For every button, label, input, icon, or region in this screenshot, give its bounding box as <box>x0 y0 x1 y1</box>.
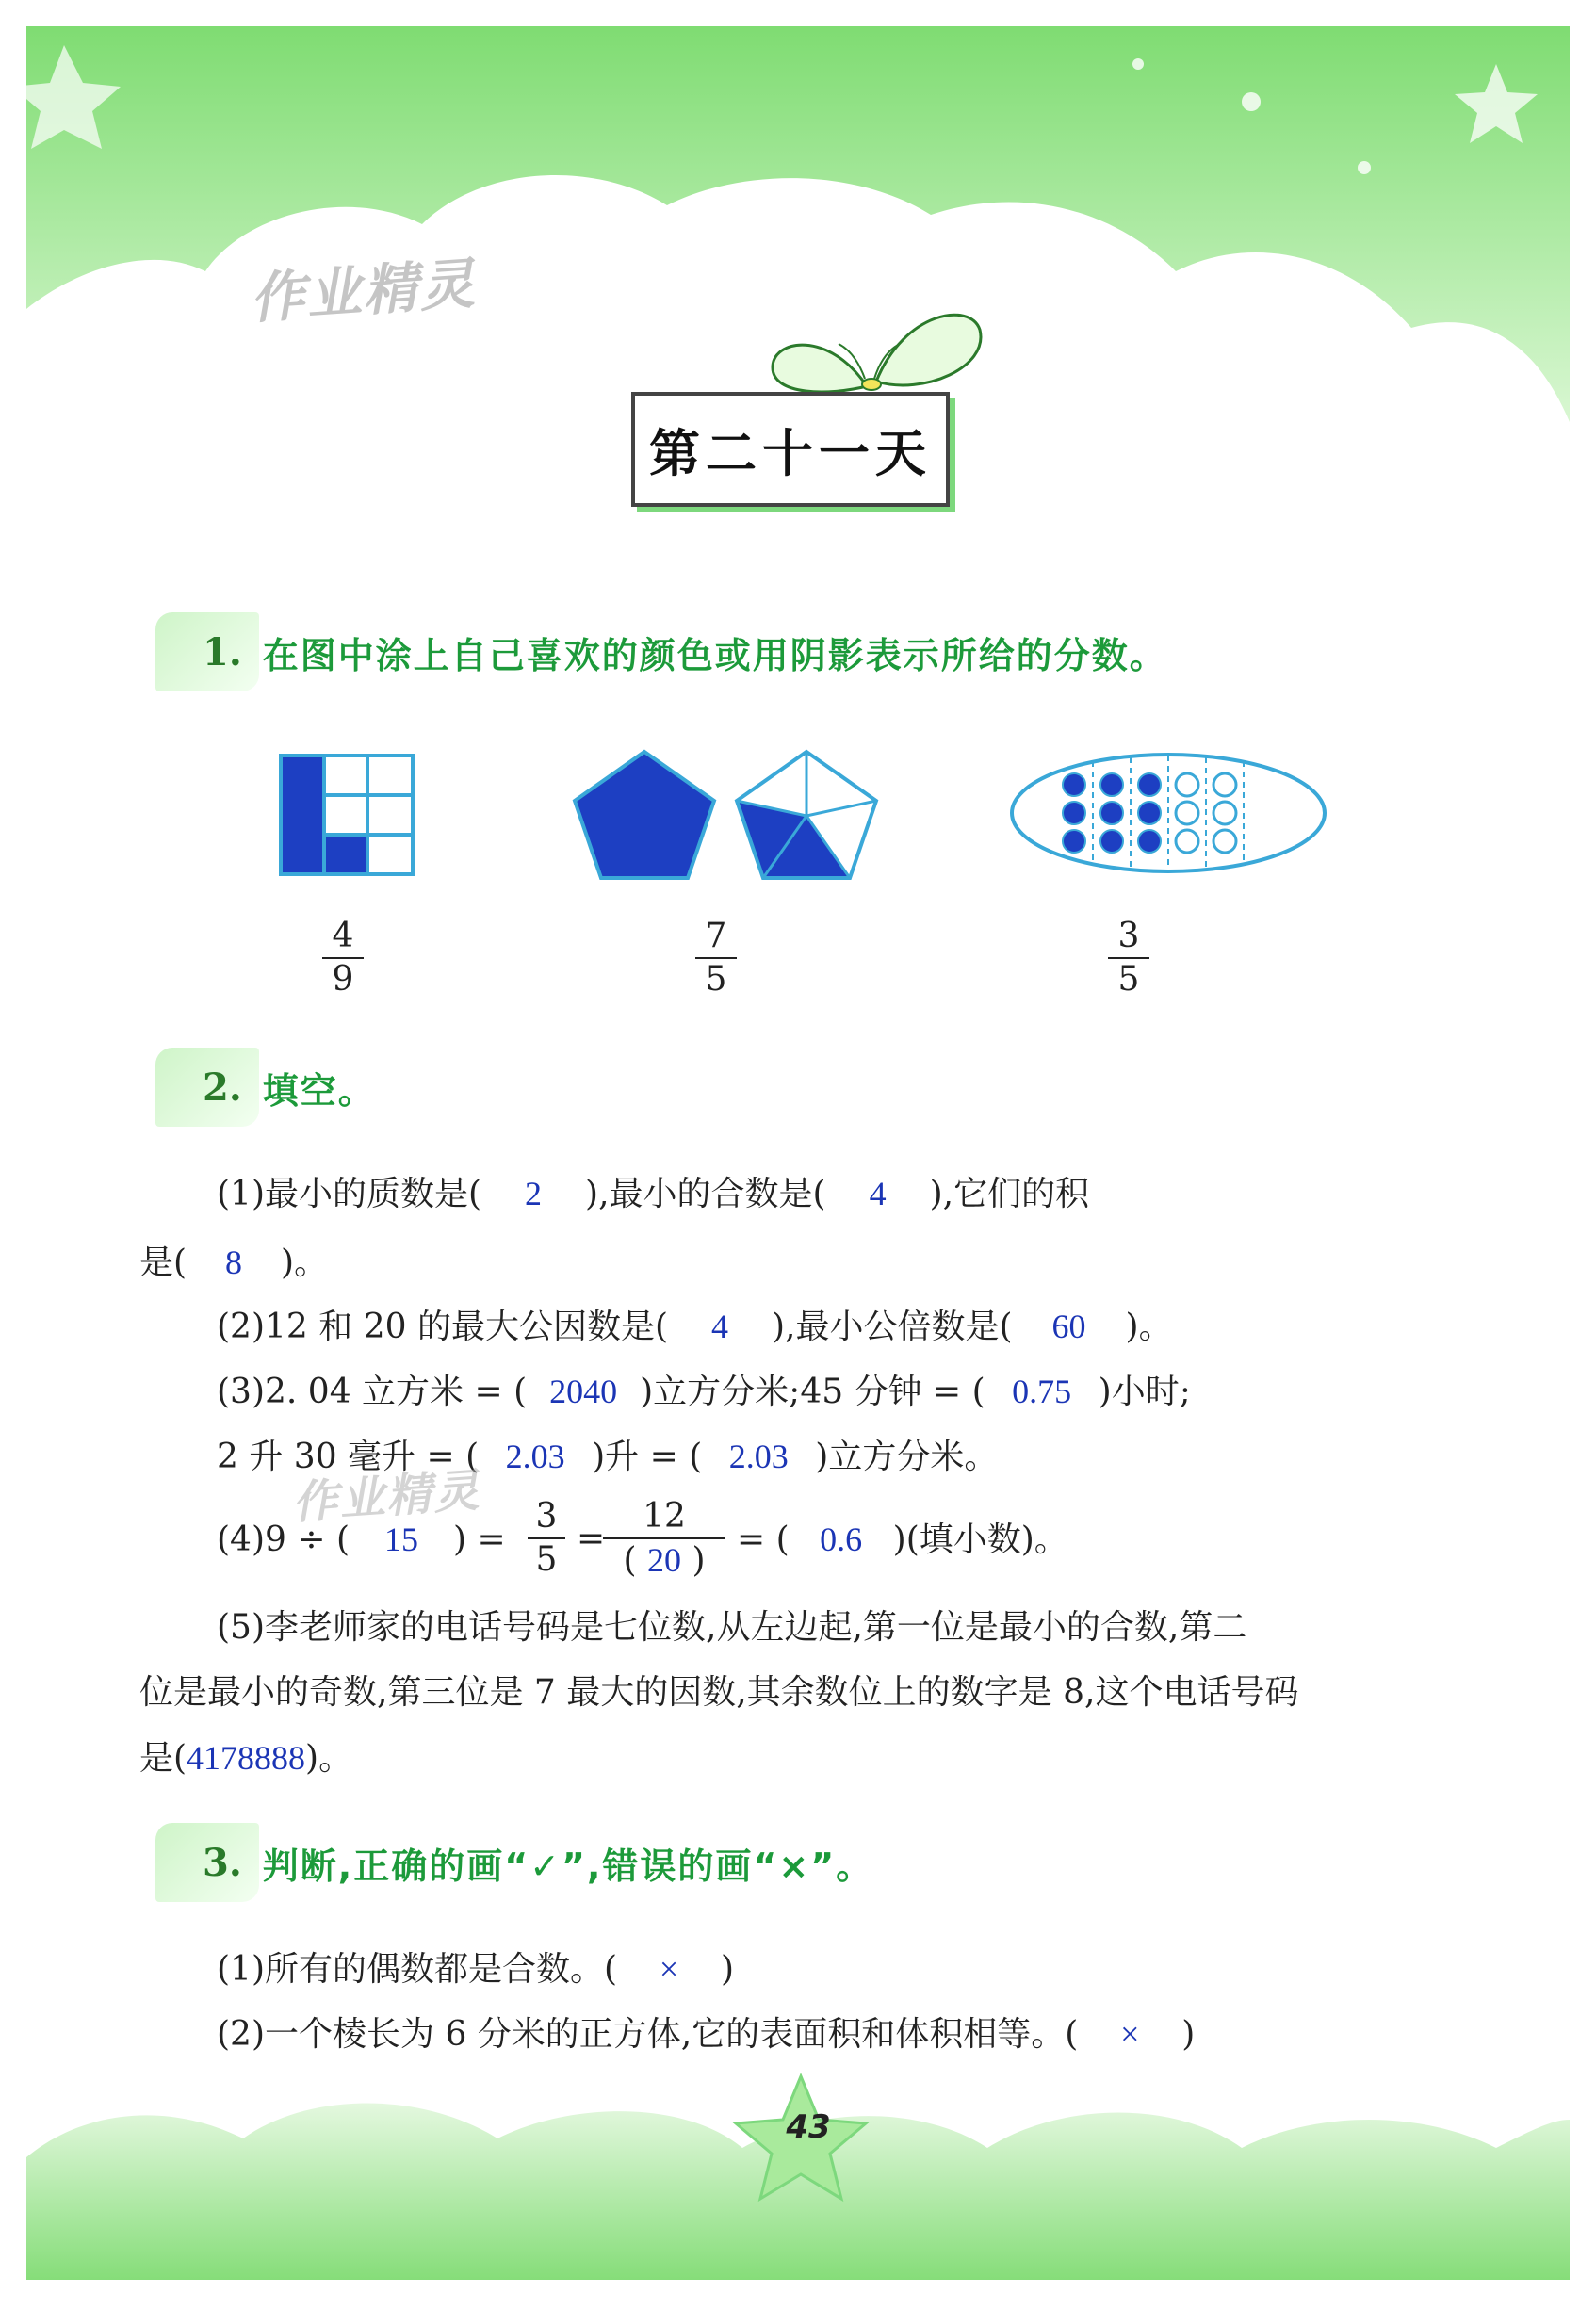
answer: × <box>1120 2015 1140 2053</box>
question-text: )立方分米;45 分钟 = ( <box>640 1373 985 1411</box>
question-text: ) <box>1181 2015 1196 2054</box>
pentagon-full-figure <box>571 748 718 882</box>
question-text: ),最小公倍数是( <box>772 1308 1013 1346</box>
answer: × <box>659 1950 679 1988</box>
question-text: (3)2. 04 立方米 = ( <box>217 1373 528 1411</box>
question-text: 是( <box>139 1739 187 1778</box>
section-1-heading <box>155 612 1167 691</box>
q2-item-4 <box>217 1519 506 1561</box>
q2-item-1-line-2 <box>139 1242 328 1284</box>
grid-figure <box>279 754 415 876</box>
q2-item-5-line-1 <box>217 1607 1246 1649</box>
fraction-numerator: 3 <box>535 1497 558 1536</box>
answer: 4178888 <box>187 1739 306 1777</box>
q2-item-5-line-3 <box>139 1737 352 1780</box>
question-text: )(填小数)。 <box>892 1520 1068 1559</box>
answer: 2.03 <box>728 1438 789 1475</box>
answer: 4 <box>869 1175 887 1212</box>
q2-item-5-line-2 <box>139 1672 1298 1714</box>
fraction-7-5 <box>695 918 737 999</box>
q2-item-4-tail <box>737 1519 1068 1561</box>
question-text: )立方分米。 <box>815 1438 999 1476</box>
fraction-denominator: 9 <box>332 960 354 999</box>
question-text: (1)所有的偶数都是合数。( <box>217 1950 618 1989</box>
answer: 8 <box>225 1244 243 1281</box>
question-text: (4)9 ÷ ( <box>217 1520 350 1559</box>
question-text: (2)12 和 20 的最大公因数是( <box>217 1308 668 1346</box>
answer: 15 <box>384 1520 418 1558</box>
fraction-bar <box>603 1537 725 1539</box>
answer: 20 <box>647 1541 681 1579</box>
question-text: ) = <box>453 1520 506 1559</box>
answer: 2.03 <box>505 1438 565 1475</box>
question-text: (1)最小的质数是( <box>217 1175 482 1213</box>
section-number: 1. <box>203 629 242 675</box>
question-text: (2)一个棱长为 6 分米的正方体,它的表面积和体积相等。( <box>217 2015 1079 2054</box>
question-text: ),它们的积 <box>929 1175 1090 1213</box>
answer: 4 <box>711 1308 728 1345</box>
fraction-bar <box>1108 957 1149 959</box>
section-title: 判断,正确的画“✓”,错误的画“×”。 <box>262 1845 874 1887</box>
section-number: 2. <box>203 1065 242 1110</box>
oval-circles-figure <box>1008 750 1328 876</box>
q3-item-2 <box>217 2013 1195 2056</box>
answer: 2 <box>525 1175 543 1212</box>
question-text: )。 <box>281 1244 329 1282</box>
question-text: 位是最小的奇数,第三位是 7 最大的因数,其余数位上的数字是 8,这个电话号码 <box>139 1673 1299 1712</box>
question-text: (5)李老师家的电话号码是七位数,从左边起,第一位是最小的合数,第二 <box>217 1608 1247 1647</box>
fraction-numerator: 4 <box>332 917 354 955</box>
section-2-heading <box>155 1048 376 1127</box>
question-text: = ( <box>737 1520 790 1559</box>
question-text: 2 升 30 毫升 = ( <box>217 1438 480 1476</box>
fraction-denominator: 5 <box>1117 960 1140 999</box>
q2-item-3-line-1 <box>217 1371 1191 1413</box>
fraction-numerator: 7 <box>705 917 727 955</box>
answer: 2040 <box>549 1373 618 1410</box>
question-text: ),最小的合数是( <box>585 1175 826 1213</box>
q3-item-1 <box>217 1948 734 1991</box>
question-text: )。 <box>305 1739 353 1778</box>
equals-sign: = <box>577 1520 606 1558</box>
answer: 0.6 <box>820 1520 863 1558</box>
answer: 60 <box>1051 1308 1086 1345</box>
watermark: 作业精灵 <box>290 1464 483 1530</box>
question-text: ) <box>721 1950 735 1989</box>
shading-figures <box>243 708 1364 906</box>
section-title: 填空。 <box>262 1069 376 1112</box>
fraction-denominator: 5 <box>535 1540 558 1579</box>
watermark: 作业精灵 <box>248 251 479 332</box>
question-text: 是( <box>139 1244 187 1282</box>
question-text: )小时; <box>1098 1373 1191 1411</box>
q2-item-1-line-1 <box>217 1173 1089 1215</box>
fraction-numerator: 12 <box>643 1497 686 1536</box>
day-title: 第二十一天 <box>631 392 950 507</box>
q2-item-4-fraction-1 <box>528 1498 565 1579</box>
fraction-denominator: ( 20 ) <box>623 1541 706 1580</box>
fraction-bar <box>322 957 364 959</box>
section-number: 3. <box>203 1840 242 1885</box>
question-text: )升 = ( <box>592 1438 703 1476</box>
answer: 0.75 <box>1012 1373 1072 1410</box>
q2-item-2 <box>217 1306 1173 1348</box>
section-title: 在图中涂上自己喜欢的颜色或用阴影表示所给的分数。 <box>262 634 1167 676</box>
fraction-denominator: 5 <box>705 960 727 999</box>
fraction-4-9 <box>322 918 364 999</box>
q2-item-4-fraction-2 <box>603 1498 725 1580</box>
fraction-3-5 <box>1108 918 1149 999</box>
section-3-heading <box>155 1823 873 1902</box>
pentagon-partial-figure <box>733 748 880 882</box>
fraction-numerator: 3 <box>1117 917 1140 955</box>
question-text: )。 <box>1125 1308 1173 1346</box>
fraction-bar <box>695 957 737 959</box>
fraction-bar <box>528 1537 565 1539</box>
page-number: 43 <box>786 2108 831 2146</box>
